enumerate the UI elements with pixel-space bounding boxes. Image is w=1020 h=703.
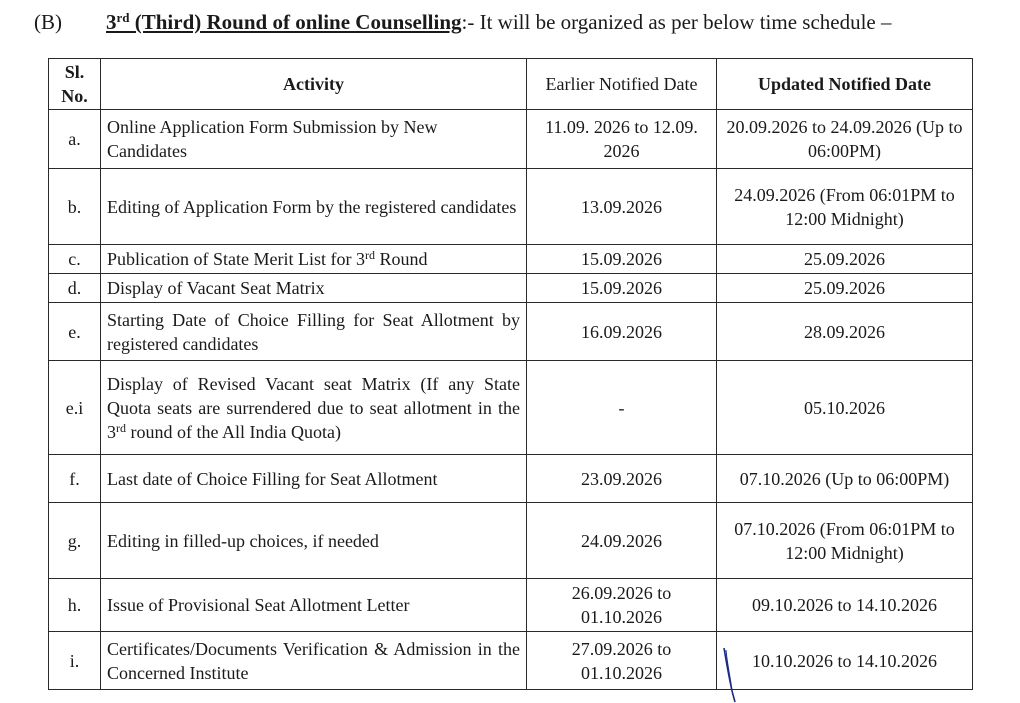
activity-text: Display of Revised Vacant seat Matrix (If any State Quota seats are surrendered due to seat allotment in the 3	[107, 373, 520, 442]
section-label: (B)	[34, 10, 62, 34]
row-activity: Editing in filled-up choices, if needed	[101, 503, 527, 579]
row-earlier-date: 15.09.2026	[527, 274, 717, 303]
header-sl-no: Sl. No.	[49, 59, 101, 110]
row-earlier-date: 26.09.2026 to 01.10.2026	[527, 579, 717, 632]
schedule-table	[48, 58, 973, 690]
row-earlier-date: 15.09.2026	[527, 245, 717, 274]
row-updated-date: 24.09.2026 (From 06:01PM to 12:00 Midnight)	[717, 169, 973, 245]
row-sl: e.	[49, 303, 101, 361]
table-header-row	[49, 59, 973, 110]
row-sl: e.i	[49, 361, 101, 455]
row-updated-date: 05.10.2026	[717, 361, 973, 455]
row-updated-date: 10.10.2026 to 14.10.2026	[717, 632, 973, 690]
table-row	[49, 274, 973, 303]
row-activity	[101, 361, 527, 455]
row-sl: c.	[49, 245, 101, 274]
table-row	[49, 169, 973, 245]
row-activity: Starting Date of Choice Filling for Seat Allotment by registered candidates	[101, 303, 527, 361]
row-earlier-date: 13.09.2026	[527, 169, 717, 245]
row-sl: h.	[49, 579, 101, 632]
row-activity: Online Application Form Submission by New Candidates	[101, 110, 527, 169]
activity-text: Round	[374, 249, 428, 269]
title-ordinal-suffix: rd	[116, 10, 130, 25]
row-earlier-date: 24.09.2026	[527, 503, 717, 579]
row-sl: b.	[49, 169, 101, 245]
activity-text: round of the All India Quota)	[126, 421, 341, 442]
row-sl: a.	[49, 110, 101, 169]
row-updated-date: 07.10.2026 (Up to 06:00PM)	[717, 455, 973, 503]
row-earlier-date: 27.09.2026 to 01.10.2026	[527, 632, 717, 690]
header-earlier-date: Earlier Notified Date	[527, 59, 717, 110]
table-row	[49, 579, 973, 632]
table-row	[49, 303, 973, 361]
row-updated-date: 20.09.2026 to 24.09.2026 (Up to 06:00PM)	[717, 110, 973, 169]
row-sl: d.	[49, 274, 101, 303]
ordinal-suffix: rd	[116, 420, 126, 435]
row-activity: Last date of Choice Filling for Seat Allotment	[101, 455, 527, 503]
row-sl: g.	[49, 503, 101, 579]
row-activity	[101, 245, 527, 274]
heading-tail: :- It will be organized as per below time schedule –	[461, 10, 892, 34]
table-row	[49, 245, 973, 274]
table-row	[49, 361, 973, 455]
row-updated-date: 25.09.2026	[717, 274, 973, 303]
row-activity: Certificates/Documents Verification & Admission in the Concerned Institute	[101, 632, 527, 690]
activity-text: Publication of State Merit List for 3	[107, 249, 365, 269]
header-activity: Activity	[101, 59, 527, 110]
row-updated-date: 28.09.2026	[717, 303, 973, 361]
row-earlier-date: 11.09. 2026 to 12.09. 2026	[527, 110, 717, 169]
section-title	[106, 10, 462, 34]
table-row	[49, 632, 973, 690]
row-activity: Editing of Application Form by the registered candidates	[101, 169, 527, 245]
row-sl: f.	[49, 455, 101, 503]
row-earlier-date: -	[527, 361, 717, 455]
title-text: (Third) Round of online Counselling	[129, 10, 462, 34]
table-row	[49, 110, 973, 169]
row-updated-date: 07.10.2026 (From 06:01PM to 12:00 Midnight)	[717, 503, 973, 579]
title-ordinal: 3	[106, 10, 117, 34]
section-heading	[34, 8, 892, 36]
row-updated-date: 09.10.2026 to 14.10.2026	[717, 579, 973, 632]
header-updated-date: Updated Notified Date	[717, 59, 973, 110]
table-row	[49, 455, 973, 503]
row-earlier-date: 23.09.2026	[527, 455, 717, 503]
table-row	[49, 503, 973, 579]
row-earlier-date: 16.09.2026	[527, 303, 717, 361]
row-activity: Issue of Provisional Seat Allotment Letter	[101, 579, 527, 632]
ordinal-suffix: rd	[364, 248, 375, 262]
row-activity: Display of Vacant Seat Matrix	[101, 274, 527, 303]
row-updated-date: 25.09.2026	[717, 245, 973, 274]
row-sl: i.	[49, 632, 101, 690]
